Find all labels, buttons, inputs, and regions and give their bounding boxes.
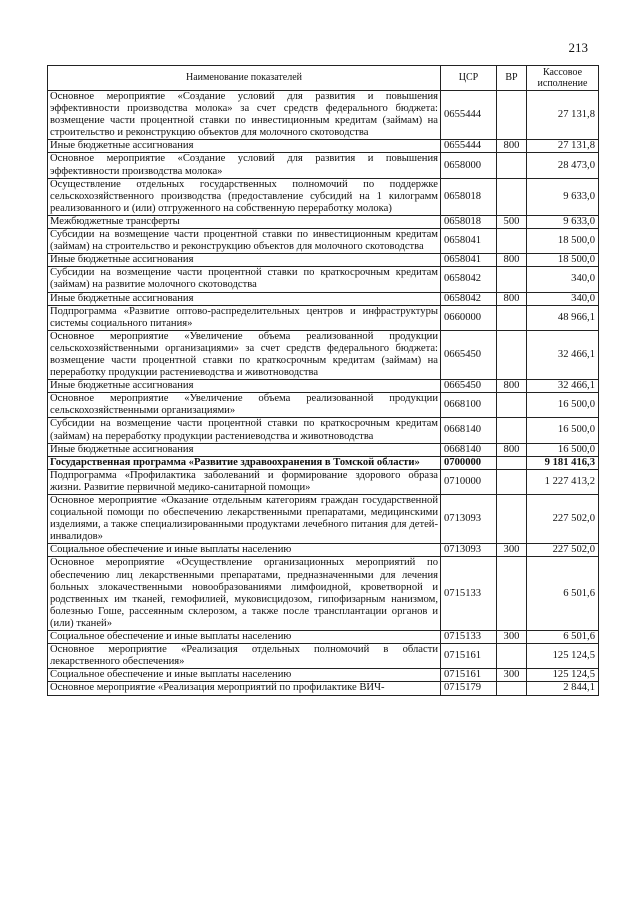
row-name: Социальное обеспечение и иные выплаты населению [48,544,441,557]
row-amount: 16 500,0 [527,418,599,443]
row-csr: 0715161 [441,644,497,669]
row-vr [497,418,527,443]
table-header-row [48,66,599,91]
row-vr [497,178,527,215]
table-row [48,380,599,393]
row-vr [497,267,527,292]
table-row [48,418,599,443]
table-row [48,91,599,140]
row-name: Основное мероприятие «Увеличение объема реализованной продукции сельскохозяйственными организациями» за счет средств федерального бюджета: возмещение части процентной ставки по краткосрочным кредитам (займам) на переработку продукции растениеводства и животноводства [48,330,441,379]
row-name: Субсидии на возмещение части процентной ставки по инвестиционным кредитам (займам) на строительство и реконструкцию объектов для молочного скотоводства [48,229,441,254]
row-amount: 6 501,6 [527,631,599,644]
table-row [48,669,599,682]
row-csr: 0655444 [441,140,497,153]
table-row [48,267,599,292]
table-row [48,305,599,330]
row-csr: 0665450 [441,380,497,393]
table-row [48,393,599,418]
row-name: Основное мероприятие «Осуществление организационных мероприятий по обеспечению лиц лекарственными препаратами, предназначенными для лечения больных злокачественными новообразованиями лимфоидной, кроветворной и родственных им тканей, гемофилией, муковисцидозом, гипофизарным нанизмом, болезнью Гоше, рассеянным склерозом, а также после трансплантации органов и (или) тканей» [48,557,441,631]
row-vr [497,495,527,544]
row-name: Иные бюджетные ассигнования [48,254,441,267]
table-row [48,456,599,469]
row-name: Иные бюджетные ассигнования [48,292,441,305]
row-amount: 32 466,1 [527,380,599,393]
row-amount: 16 500,0 [527,393,599,418]
header-csr: ЦСР [441,66,497,91]
row-name: Государственная программа «Развитие здравоохранения в Томской области» [48,456,441,469]
row-name: Иные бюджетные ассигнования [48,443,441,456]
row-amount: 48 966,1 [527,305,599,330]
row-vr [497,644,527,669]
row-vr [497,469,527,494]
row-vr [497,305,527,330]
row-name: Основное мероприятие «Реализация отдельных полномочий в области лекарственного обеспечения» [48,644,441,669]
table-row [48,469,599,494]
row-amount: 340,0 [527,267,599,292]
row-name: Иные бюджетные ассигнования [48,140,441,153]
row-csr: 0713093 [441,544,497,557]
row-csr: 0658018 [441,215,497,228]
row-amount: 1 227 413,2 [527,469,599,494]
row-name: Основное мероприятие «Создание условий для развития и повышения эффективности производства молока» за счет средств федерального бюджета: возмещение части процентной ставки по инвестиционным кредитам (займам) на строительство и реконструкцию объектов для молочного скотоводства [48,91,441,140]
row-vr [497,330,527,379]
table-row [48,495,599,544]
row-amount: 227 502,0 [527,544,599,557]
row-vr: 800 [497,140,527,153]
row-csr: 0713093 [441,495,497,544]
row-vr [497,456,527,469]
budget-table [47,65,599,696]
row-amount: 27 131,8 [527,91,599,140]
table-row [48,292,599,305]
row-vr: 300 [497,669,527,682]
row-vr: 500 [497,215,527,228]
table-row [48,644,599,669]
row-vr [497,153,527,178]
row-amount: 2 844,1 [527,682,599,695]
row-csr: 0715133 [441,557,497,631]
row-vr [497,557,527,631]
row-name: Подпрограмма «Профилактика заболеваний и формирование здорового образа жизни. Развитие первичной медико-санитарной помощи» [48,469,441,494]
row-csr: 0700000 [441,456,497,469]
row-csr: 0715161 [441,669,497,682]
table-body [48,91,599,696]
header-name: Наименование показателей [48,66,441,91]
row-csr: 0710000 [441,469,497,494]
header-vr: ВР [497,66,527,91]
table-row [48,229,599,254]
row-vr: 300 [497,631,527,644]
row-amount: 32 466,1 [527,330,599,379]
row-amount: 9 633,0 [527,215,599,228]
row-amount: 28 473,0 [527,153,599,178]
row-name: Иные бюджетные ассигнования [48,380,441,393]
row-amount: 6 501,6 [527,557,599,631]
row-vr: 800 [497,292,527,305]
row-csr: 0715179 [441,682,497,695]
row-csr: 0668140 [441,418,497,443]
row-amount: 27 131,8 [527,140,599,153]
row-name: Осуществление отдельных государственных полномочий по поддержке сельскохозяйственного производства (предоставление субсидий на 1 килограмм реализованного и (или) отгруженного на собственную переработку молока) [48,178,441,215]
table-row [48,544,599,557]
table-row [48,631,599,644]
row-name: Основное мероприятие «Увеличение объема реализованной продукции сельскохозяйственными организациями» [48,393,441,418]
row-amount: 227 502,0 [527,495,599,544]
row-amount: 9 181 416,3 [527,456,599,469]
table-row [48,178,599,215]
row-csr: 0668140 [441,443,497,456]
row-name: Основное мероприятие «Реализация мероприятий по профилактике ВИЧ- [48,682,441,695]
row-name: Подпрограмма «Развитие оптово-распределительных центров и инфраструктуры системы социального питания» [48,305,441,330]
row-csr: 0658042 [441,292,497,305]
row-amount: 9 633,0 [527,178,599,215]
row-name: Социальное обеспечение и иные выплаты населению [48,631,441,644]
row-csr: 0660000 [441,305,497,330]
row-csr: 0658041 [441,229,497,254]
table-row [48,254,599,267]
row-csr: 0658041 [441,254,497,267]
page-number: 213 [568,40,588,55]
row-csr: 0658042 [441,267,497,292]
row-csr: 0715133 [441,631,497,644]
table-row [48,330,599,379]
row-vr: 800 [497,254,527,267]
row-amount: 16 500,0 [527,443,599,456]
table-row [48,682,599,695]
row-amount: 18 500,0 [527,229,599,254]
row-csr: 0655444 [441,91,497,140]
row-csr: 0658000 [441,153,497,178]
table-row [48,153,599,178]
row-amount: 18 500,0 [527,254,599,267]
header-amount: Кассовое исполнение [527,66,599,91]
table-row [48,215,599,228]
row-name: Субсидии на возмещение части процентной ставки по краткосрочным кредитам (займам) на переработку продукции растениеводства и животноводства [48,418,441,443]
table-row [48,557,599,631]
row-vr [497,229,527,254]
row-name: Основное мероприятие «Оказание отдельным категориям граждан государственной социальной помощи по обеспечению лекарственными препаратами, медицинскими изделиями, а также специализированными продуктами лечебного питания для детей-инвалидов» [48,495,441,544]
row-vr [497,682,527,695]
row-vr: 800 [497,443,527,456]
row-name: Основное мероприятие «Создание условий для развития и повышения эффективности производства молока» [48,153,441,178]
row-vr: 800 [497,380,527,393]
row-amount: 340,0 [527,292,599,305]
row-vr: 300 [497,544,527,557]
row-amount: 125 124,5 [527,669,599,682]
row-amount: 125 124,5 [527,644,599,669]
row-vr [497,91,527,140]
row-name: Межбюджетные трансферты [48,215,441,228]
row-csr: 0668100 [441,393,497,418]
row-vr [497,393,527,418]
row-name: Субсидии на возмещение части процентной ставки по краткосрочным кредитам (займам) на развитие молочного скотоводства [48,267,441,292]
table-row [48,443,599,456]
table-row [48,140,599,153]
row-csr: 0658018 [441,178,497,215]
row-csr: 0665450 [441,330,497,379]
row-name: Социальное обеспечение и иные выплаты населению [48,669,441,682]
